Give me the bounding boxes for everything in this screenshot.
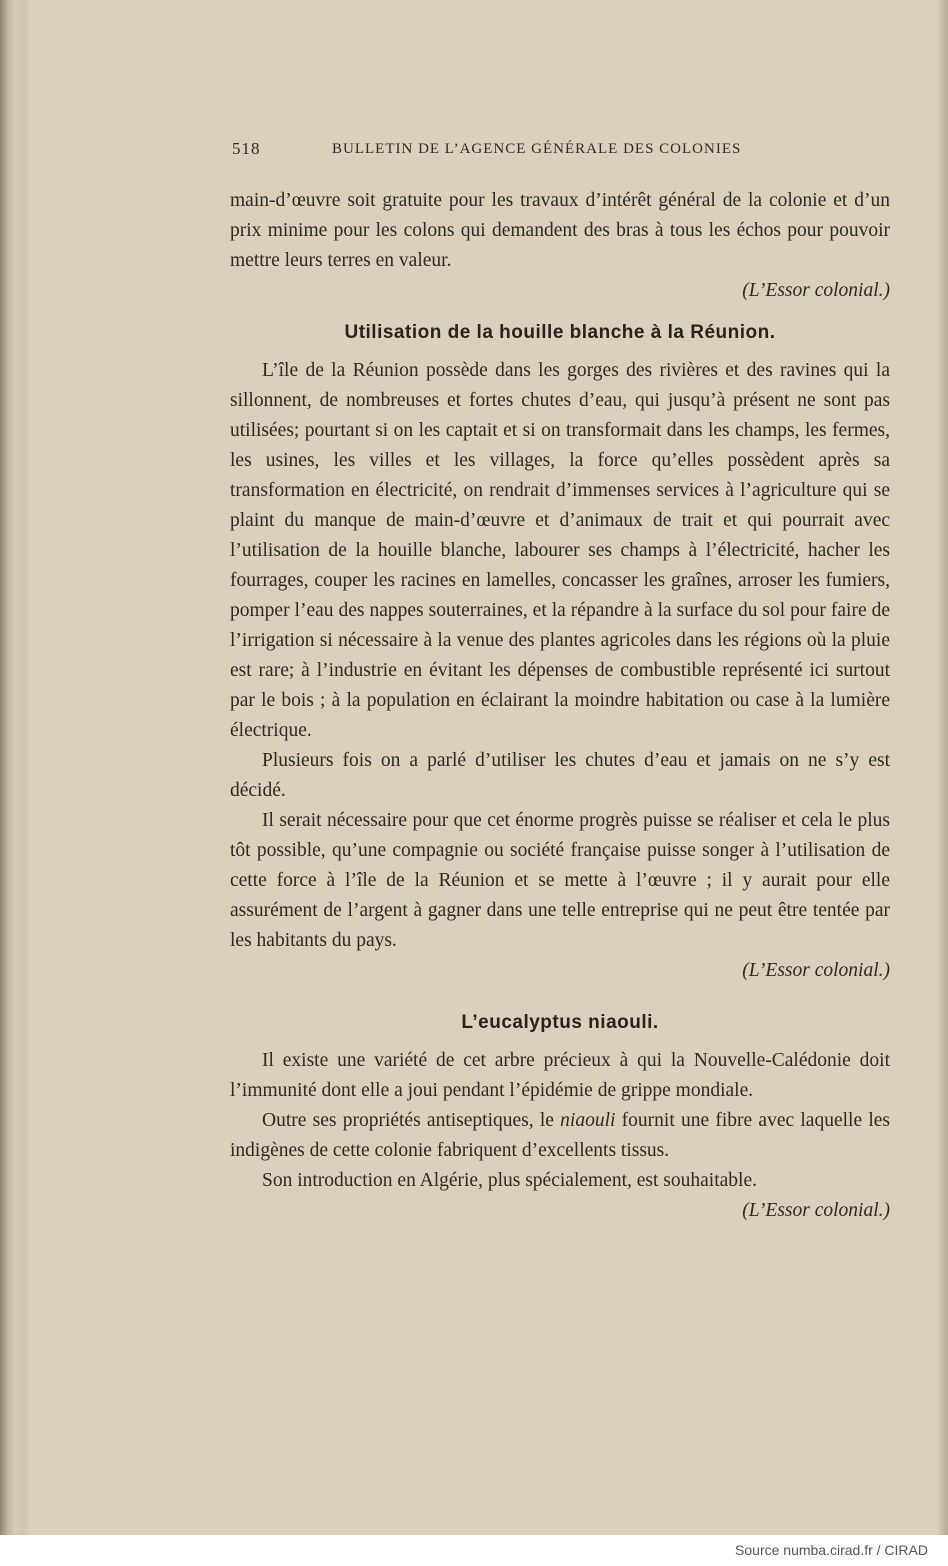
section2-source: (L’Essor colonial.)	[742, 1200, 890, 1221]
section1-paragraph: Il serait nécessaire pour que cet énorme progrès puisse se réaliser et cela le plus tôt possible, qu’une compagnie ou société française puisse songer à l’utilisation de cette force à l’île de la Réunion et se mette à l’œuvre ; il y aurait pour elle assurément de l’argent à gagner dans une telle entreprise qui ne peut être tentée par les habitants du pays.	[230, 810, 890, 951]
source-credit: Source numba.cirad.fr / CIRAD	[735, 1542, 928, 1558]
section1-paragraph: L’île de la Réunion possède dans les gorges des rivières et des ravines qui la sillonnent, de nombreuses et fortes chutes d’eau, qui jusqu’à présent ne sont pas utilisées; pourtant si on les captait et si on transformait dans les champs, les fermes, les usines, les villes et les villages, la force qu’elles possèdent après sa transformation en électricité, on rendrait d’immenses services à l’agriculture qui se plaint du manque de main-d’œuvre et d’animaux de trait et qui pourrait avec l’utilisation de la houille blanche, labourer ses champs à l’électricité, hacher les fourrages, couper les racines en lamelles, concasser les graînes, arroser les fumiers, pomper l’eau des nappes souterraines, et la répandre à la surface du sol pour faire de l’irrigation si nécessaire à la venue des plantes agricoles dans les régions où la pluie est rare; à l’industrie en évitant les dépenses de combustible représenté ici surtout par le bois ; à la population en éclairant la moindre habitation ou case à la lumière électrique.	[230, 360, 890, 741]
section2-paragraph: Il existe une variété de cet arbre précieux à qui la Nouvelle-Calédonie doit l’immunité dont elle a joui pendant l’épidémie de grippe mondiale.	[230, 1050, 890, 1101]
section1-source: (L’Essor colonial.)	[742, 960, 890, 981]
section2-paragraph	[230, 1106, 890, 1166]
intro-paragraph: main-d’œuvre soit gratuite pour les travaux d’intérêt général de la colonie et d’un prix minime pour les colons qui demandent des bras à tous les échos pour pouvoir mettre leurs terres en valeur.	[230, 190, 890, 271]
running-head-title: BULLETIN DE L’AGENCE GÉNÉRALE DES COLONIES	[332, 141, 742, 157]
intro-source: (L’Essor colonial.)	[742, 280, 890, 301]
page-text	[230, 186, 890, 1226]
section1-paragraph: Plusieurs fois on a parlé d’utiliser les chutes d’eau et jamais on ne s’y est décidé.	[230, 750, 890, 801]
page-number: 518	[232, 139, 261, 158]
running-head	[232, 139, 892, 163]
section2-paragraph: Son introduction en Algérie, plus spécialement, est souhaitable.	[262, 1170, 757, 1191]
page-shadow	[938, 0, 948, 1535]
italic-term: niaouli	[560, 1110, 616, 1131]
section-title-houille: Utilisation de la houille blanche à la Réunion.	[344, 322, 776, 343]
text-run: fournit une fibre avec laquelle les indigènes de cette colonie fabriquent d’excellents tissus.	[230, 1110, 891, 1161]
source-credit-bar	[0, 1535, 948, 1566]
page-edge	[0, 0, 30, 1535]
section-title-eucalyptus: L’eucalyptus niaouli.	[461, 1012, 659, 1033]
text-run: Outre ses propriétés antiseptiques, le	[262, 1110, 561, 1131]
